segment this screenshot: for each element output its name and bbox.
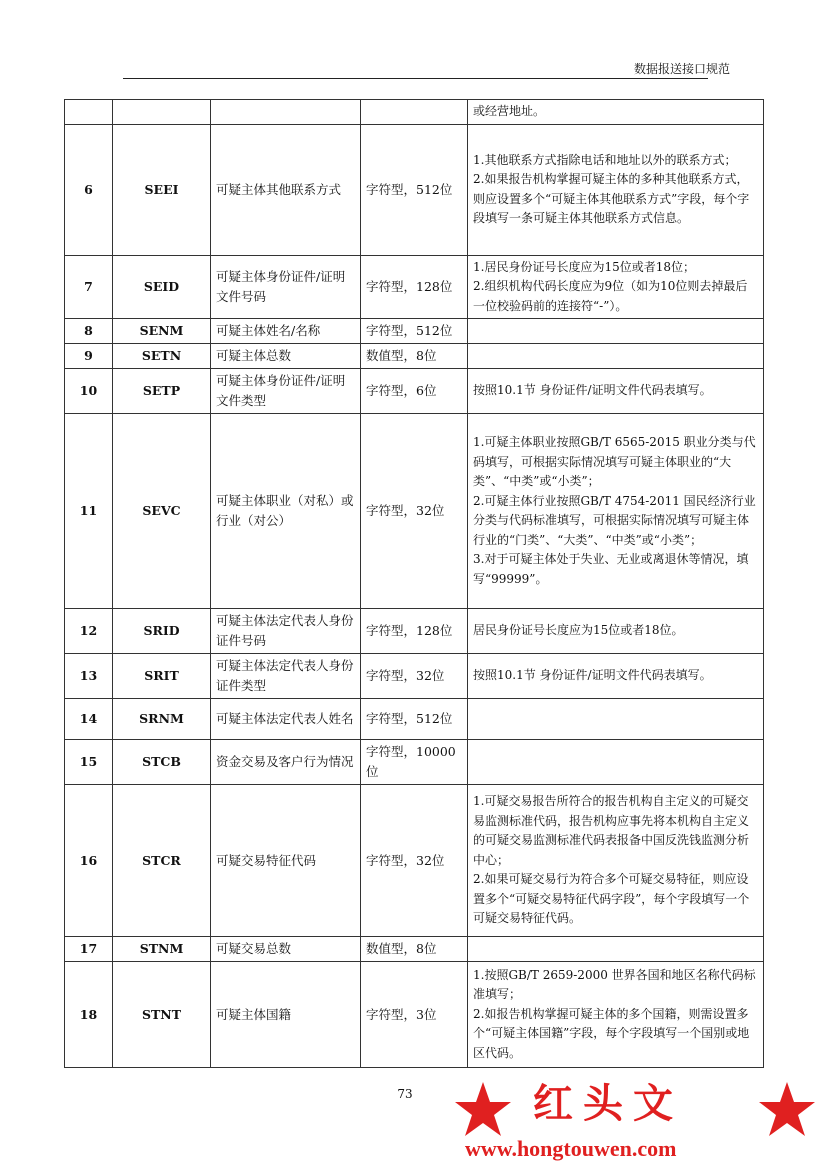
field-description [468,740,764,785]
field-name: 可疑主体姓名/名称 [211,319,361,344]
field-description [468,785,764,937]
field-number: 7 [65,255,113,319]
field-name: 可疑交易总数 [211,937,361,962]
watermark-text: 红头文 [533,1080,683,1127]
field-description [468,654,764,699]
description-line: 1.可疑主体职业按照GB/T 6565-2015 职业分类与代码填写，可根据实际情况填写可疑主体职业的“大类”、“中类”或“小类”； [473,435,756,488]
table-row [65,937,764,962]
header-rule [123,78,708,79]
field-description [468,414,764,609]
field-spec-table [64,99,764,1068]
description-line: 2.可疑主体行业按照GB/T 4754-2011 国民经济行业分类与代码标准填写，可根据实际情况填写可疑主体行业的“门类”、“大类”、“中类”或“小类”； [473,493,756,547]
table-row [65,414,764,609]
field-code: STCB [113,740,211,785]
field-number: 12 [65,609,113,654]
field-description [468,699,764,740]
field-code: SRID [113,609,211,654]
field-name: 可疑主体法定代表人身份证件类型 [211,654,361,699]
field-name: 可疑交易特征代码 [211,785,361,937]
field-type: 字符型，3位 [361,962,468,1068]
field-code: SETP [113,369,211,414]
field-type: 字符型，10000位 [361,740,468,785]
field-description [468,319,764,344]
field-number: 6 [65,124,113,255]
table-row [65,699,764,740]
field-type: 数值型，8位 [361,937,468,962]
table-row [65,100,764,125]
field-number: 10 [65,369,113,414]
field-code: SRNM [113,699,211,740]
field-type: 字符型，128位 [361,609,468,654]
field-number: 13 [65,654,113,699]
description-line: 1.居民身份证号长度应为15位或者18位； [473,259,695,274]
field-type: 字符型，512位 [361,124,468,255]
table-row [65,344,764,369]
field-number: 14 [65,699,113,740]
field-number: 18 [65,962,113,1068]
watermark [445,1078,827,1170]
table-row [65,609,764,654]
field-type: 字符型，6位 [361,369,468,414]
field-code: SEVC [113,414,211,609]
field-code: SEID [113,255,211,319]
field-name: 资金交易及客户行为情况 [211,740,361,785]
description-line: 1.其他联系方式指除电话和地址以外的联系方式； [473,152,737,167]
field-name: 可疑主体职业（对私）或行业（对公） [211,414,361,609]
description-line: 3.对于可疑主体处于失业、无业或离退休等情况，填写“99999”。 [473,552,749,586]
page-number: 73 [397,1087,413,1101]
field-number: 8 [65,319,113,344]
field-type [361,100,468,125]
description-line: 2.如报告机构掌握可疑主体的多个国籍，则需设置多个“可疑主体国籍”字段，每个字段填写一个国别或地区代码。 [473,1006,750,1060]
field-code: SEEI [113,124,211,255]
description-line: 1.按照GB/T 2659-2000 世界各国和地区名称代码标准填写； [473,967,756,1002]
field-name: 可疑主体国籍 [211,962,361,1068]
table-row [65,785,764,937]
field-number: 11 [65,414,113,609]
field-number: 9 [65,344,113,369]
table-row [65,962,764,1068]
field-number: 15 [65,740,113,785]
description-line: 按照10.1节 身份证件/证明文件代码表填写。 [473,383,712,398]
field-name [211,100,361,125]
star-icon [455,1082,511,1136]
field-code: STNT [113,962,211,1068]
field-description [468,344,764,369]
field-name: 可疑主体法定代表人身份证件号码 [211,609,361,654]
field-description [468,937,764,962]
field-code [113,100,211,125]
description-line: 1.可疑交易报告所符合的报告机构自主定义的可疑交易监测标准代码，报告机构应事先将本机构自主定义的可疑交易监测标准代码表报备中国反洗钱监测分析中心； [473,794,750,867]
field-number: 17 [65,937,113,962]
field-description [468,609,764,654]
field-code: STCR [113,785,211,937]
field-number: 16 [65,785,113,937]
table-row [65,654,764,699]
description-line: 2.如果报告机构掌握可疑主体的多种其他联系方式，则应设置多个“可疑主体其他联系方式”字段，每个字段填写一条可疑主体其他联系方式信息。 [473,172,750,225]
description-line: 按照10.1节 身份证件/证明文件代码表填写。 [473,668,712,683]
field-name: 可疑主体身份证件/证明文件类型 [211,369,361,414]
field-description [468,369,764,414]
field-type: 字符型，512位 [361,699,468,740]
field-code: SETN [113,344,211,369]
field-name: 可疑主体总数 [211,344,361,369]
table-row [65,124,764,255]
table-row [65,319,764,344]
field-name: 可疑主体身份证件/证明文件号码 [211,255,361,319]
description-line: 居民身份证号长度应为15位或者18位。 [473,623,684,638]
field-description [468,962,764,1068]
field-code: SENM [113,319,211,344]
field-code: SRIT [113,654,211,699]
field-type: 字符型，32位 [361,654,468,699]
field-number [65,100,113,125]
field-spec-table-body [65,100,764,1068]
field-description [468,100,764,125]
watermark-url: www.hongtouwen.com [465,1136,677,1161]
field-type: 字符型，512位 [361,319,468,344]
table-row [65,369,764,414]
field-description [468,124,764,255]
field-description [468,255,764,319]
star-icon [759,1082,815,1136]
page-header-title: 数据报送接口规范 [633,62,730,76]
table-row [65,740,764,785]
description-line: 2.如果可疑交易行为符合多个可疑交易特征，则应设置多个“可疑交易特征代码字段”，每个字段填写一个可疑交易特征代码。 [473,872,750,926]
field-type: 数值型，8位 [361,344,468,369]
description-line: 或经营地址。 [473,104,546,118]
table-row [65,255,764,319]
field-name: 可疑主体法定代表人姓名 [211,699,361,740]
description-line: 2.组织机构代码长度应为9位（如为10位则去掉最后一位校验码前的连接符“-”）。 [473,279,748,313]
field-name: 可疑主体其他联系方式 [211,124,361,255]
field-code: STNM [113,937,211,962]
field-type: 字符型，128位 [361,255,468,319]
field-type: 字符型，32位 [361,414,468,609]
field-type: 字符型，32位 [361,785,468,937]
